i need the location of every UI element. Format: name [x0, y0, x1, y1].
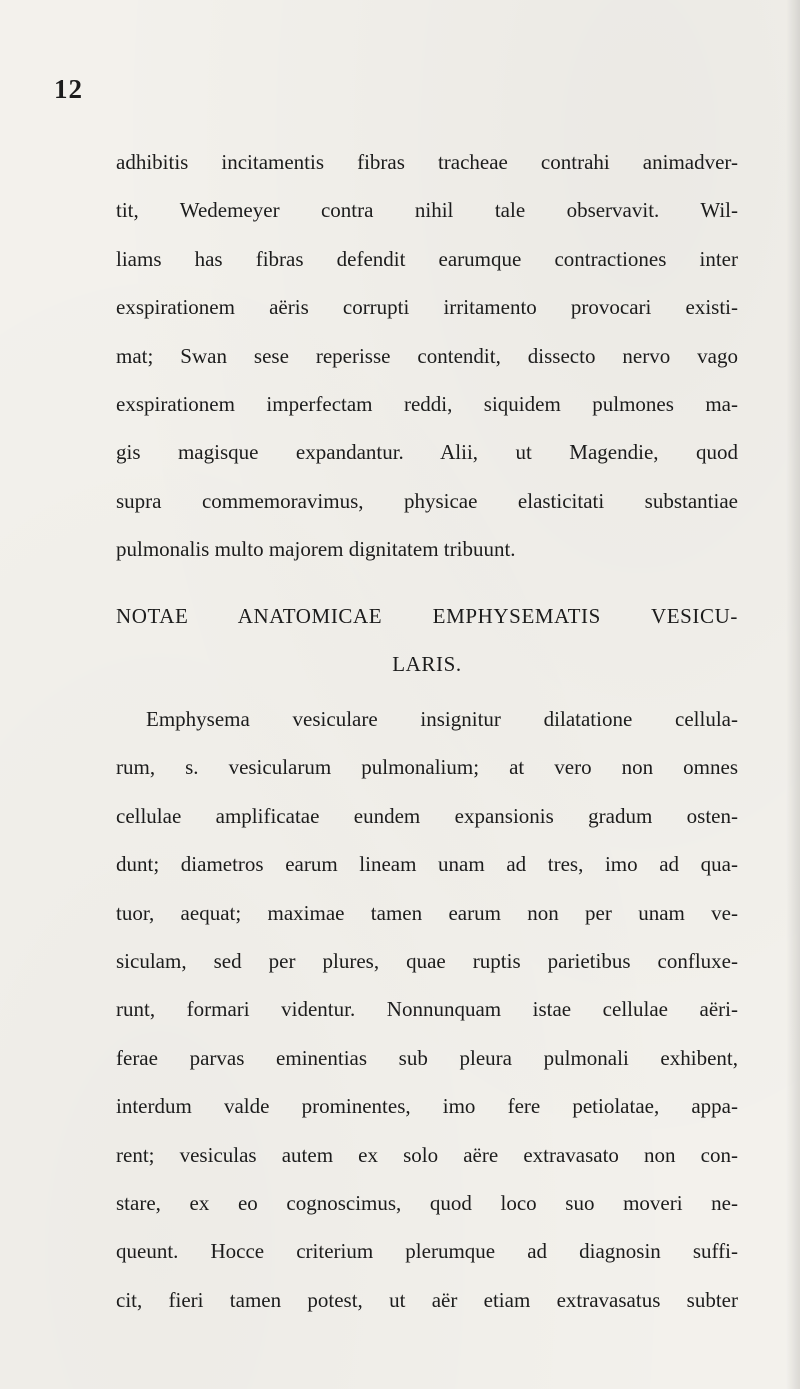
text-line: siculam, sed per plures, quae ruptis parietibus confluxe-: [116, 948, 738, 973]
text-line: liams has fibras defendit earumque contractiones inter: [116, 246, 738, 271]
heading-line: LARIS.: [392, 652, 462, 676]
text-line: dunt; diametros earum lineam unam ad tres, imo ad qua-: [116, 852, 738, 877]
text-line: rum, s. vesicularum pulmonalium; at vero non omnes: [116, 755, 738, 780]
page-number: 12: [54, 74, 83, 104]
text-line: runt, formari videntur. Nonnunquam istae cellulae aëri-: [116, 997, 738, 1022]
text-line: exspirationem imperfectam reddi, siquidem pulmones ma-: [116, 391, 738, 416]
text-line: tit, Wedemeyer contra nihil tale observavit. Wil-: [116, 198, 738, 223]
page-edge-shadow: [786, 0, 800, 1389]
text-line: supra commemoravimus, physicae elasticitati substantiae: [116, 488, 738, 513]
text-line: mat; Swan sese reperisse contendit, dissecto nervo vago: [116, 343, 738, 368]
heading-line: NOTAE ANATOMICAE EMPHYSEMATIS VESICU-: [116, 604, 738, 628]
section-heading: [116, 592, 738, 688]
text-line: ferae parvas eminentias sub pleura pulmonali exhibent,: [116, 1045, 738, 1070]
text-line: tuor, aequat; maximae tamen earum non per unam ve-: [116, 900, 738, 925]
text-line: interdum valde prominentes, imo fere petiolatae, appa-: [116, 1094, 738, 1119]
text-line: stare, ex eo cognoscimus, quod loco suo moveri ne-: [116, 1190, 738, 1215]
paragraph-1: [116, 138, 738, 574]
paragraph-2: [116, 695, 738, 1324]
text-line: rent; vesiculas autem ex solo aëre extravasato non con-: [116, 1142, 738, 1167]
text-line: exspirationem aëris corrupti irritamento provocari existi-: [116, 295, 738, 320]
text-line: Emphysema vesiculare insignitur dilatatione cellula-: [146, 707, 738, 731]
text-line: gis magisque expandantur. Alii, ut Magendie, quod: [116, 440, 738, 465]
text-line: adhibitis incitamentis fibras tracheae contrahi animadver-: [116, 150, 738, 174]
text-line: cit, fieri tamen potest, ut aër etiam extravasatus subter: [116, 1287, 738, 1312]
text-line: pulmonalis multo majorem dignitatem tribuunt.: [116, 537, 516, 562]
text-line: queunt. Hocce criterium plerumque ad diagnosin suffi-: [116, 1239, 738, 1264]
text-line: cellulae amplificatae eundem expansionis gradum osten-: [116, 803, 738, 828]
